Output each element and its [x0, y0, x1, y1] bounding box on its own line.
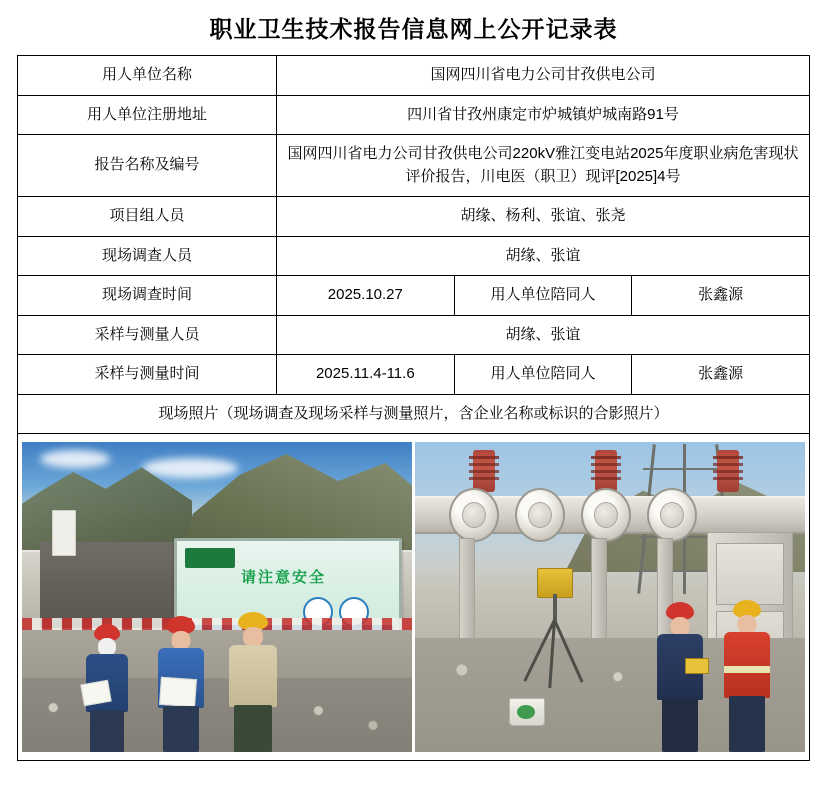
row-value: 胡缘、杨利、张谊、张尧 — [277, 197, 810, 237]
worker-figure — [80, 624, 134, 752]
disclosure-record-table — [17, 55, 810, 761]
table-row-photos — [18, 434, 810, 761]
worker-figure — [222, 612, 284, 752]
table-row — [18, 276, 810, 316]
pole-shape — [52, 510, 76, 556]
cloud-shape — [40, 450, 110, 468]
trousers — [662, 698, 698, 752]
cloud-shape — [142, 458, 238, 478]
insulator-bushing — [473, 450, 495, 492]
gis-flange — [449, 488, 499, 542]
row-label: 报告名称及编号 — [18, 135, 277, 197]
state-grid-logo — [185, 548, 235, 568]
signboard-title: 请注意安全 — [241, 569, 327, 586]
table-row — [18, 197, 810, 237]
photo-container — [18, 434, 810, 761]
table-row-photo-header — [18, 394, 810, 434]
handheld-device — [685, 658, 709, 674]
row-value: 胡缘、张谊 — [277, 315, 810, 355]
row-label: 采样与测量时间 — [18, 355, 277, 395]
table-row — [18, 315, 810, 355]
row-label-secondary: 用人单位陪同人 — [454, 276, 632, 316]
row-value-secondary: 张鑫源 — [632, 355, 810, 395]
worker-figure — [651, 602, 709, 752]
documents — [159, 677, 197, 707]
head — [243, 627, 263, 647]
table-row — [18, 56, 810, 96]
row-label: 现场调查人员 — [18, 236, 277, 276]
worker-figure — [152, 616, 210, 752]
sampling-measurement-photo — [415, 442, 805, 752]
row-value: 四川省甘孜州康定市炉城镇炉城南路91号 — [277, 95, 810, 135]
insulator-bushing — [595, 450, 617, 492]
row-value: 胡缘、张谊 — [277, 236, 810, 276]
cabinet-door — [716, 543, 784, 605]
site-survey-photo — [22, 442, 412, 752]
row-label: 采样与测量人员 — [18, 315, 277, 355]
row-value: 2025.10.27 — [277, 276, 455, 316]
gis-flange — [515, 488, 565, 542]
table-row — [18, 135, 810, 197]
photo-row — [22, 442, 805, 752]
row-label-secondary: 用人单位陪同人 — [454, 355, 632, 395]
sampling-case — [509, 698, 545, 726]
insulator-bushing — [717, 450, 739, 492]
photo-section-header: 现场照片（现场调查及现场采样与测量照片，含企业名称或标识的合影照片） — [18, 394, 810, 434]
trousers — [729, 696, 765, 752]
trousers — [234, 705, 272, 752]
row-label: 用人单位名称 — [18, 56, 277, 96]
equipment-support — [459, 538, 475, 644]
reflective-jacket — [724, 632, 770, 698]
row-label: 用人单位注册地址 — [18, 95, 277, 135]
trousers — [90, 710, 124, 752]
table-row — [18, 95, 810, 135]
tripod-leg — [553, 619, 583, 682]
measurement-tripod — [523, 568, 587, 688]
jacket — [229, 645, 277, 707]
trousers — [163, 706, 199, 752]
row-label: 现场调查时间 — [18, 276, 277, 316]
table-row — [18, 236, 810, 276]
tower-cross — [643, 468, 727, 470]
table-row — [18, 355, 810, 395]
row-label: 项目组人员 — [18, 197, 277, 237]
gis-flange — [647, 488, 697, 542]
worker-figure — [717, 600, 777, 752]
equipment-support — [591, 538, 607, 644]
row-value: 国网四川省电力公司甘孜供电公司 — [277, 56, 810, 96]
gis-flange — [581, 488, 631, 542]
row-value: 2025.11.4-11.6 — [277, 355, 455, 395]
page-title: 职业卫生技术报告信息网上公开记录表 — [209, 17, 618, 42]
row-value-secondary: 张鑫源 — [632, 276, 810, 316]
row-value: 国网四川省电力公司甘孜供电公司220kV雅江变电站2025年度职业病危害现状评价报告，川电医（职卫）现评[2025]4号 — [277, 135, 810, 197]
